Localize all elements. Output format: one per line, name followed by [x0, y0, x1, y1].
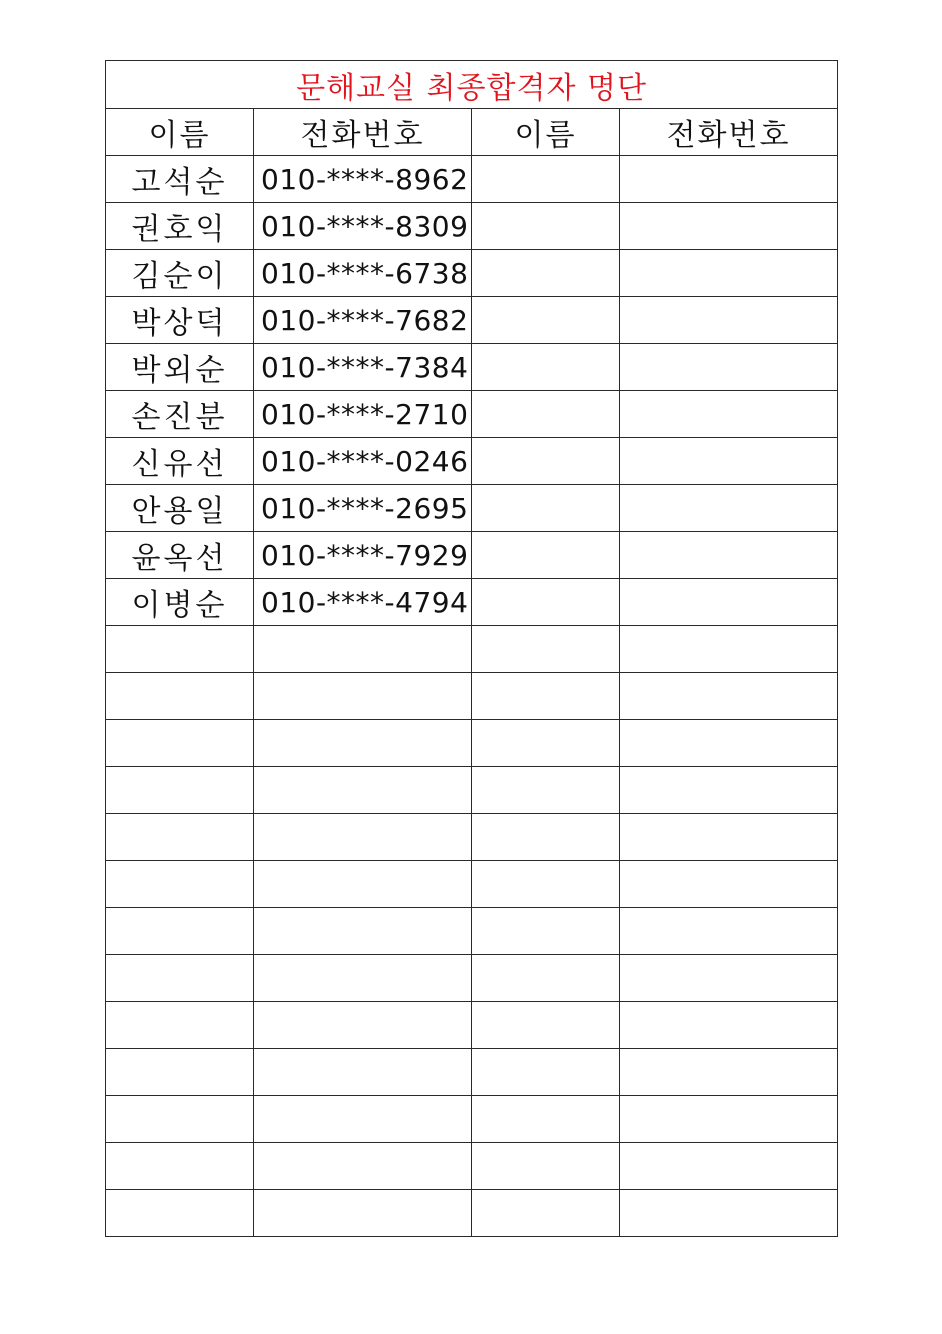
phone-cell — [254, 1002, 472, 1049]
name-cell — [106, 908, 254, 955]
column-header-phone-2: 전화번호 — [620, 109, 838, 156]
table-row — [106, 438, 838, 485]
name-cell — [106, 1143, 254, 1190]
phone-cell-2 — [620, 532, 838, 579]
name-cell — [106, 767, 254, 814]
phone-cell: 010-****-4794 — [254, 579, 472, 626]
column-header-name-2: 이름 — [472, 109, 620, 156]
phone-cell — [254, 1096, 472, 1143]
name-cell-2 — [472, 391, 620, 438]
phone-cell-2 — [620, 767, 838, 814]
title-row — [106, 61, 838, 109]
roster-table — [105, 60, 838, 1237]
table-row — [106, 1096, 838, 1143]
name-cell: 박외순 — [106, 344, 254, 391]
name-cell-2 — [472, 1096, 620, 1143]
table-row — [106, 156, 838, 203]
phone-cell-2 — [620, 297, 838, 344]
phone-cell: 010-****-7929 — [254, 532, 472, 579]
table-row — [106, 344, 838, 391]
phone-cell-2 — [620, 1143, 838, 1190]
phone-cell: 010-****-7682 — [254, 297, 472, 344]
name-cell-2 — [472, 485, 620, 532]
name-cell: 신유선 — [106, 438, 254, 485]
name-cell-2 — [472, 532, 620, 579]
name-cell-2 — [472, 438, 620, 485]
name-cell-2 — [472, 1002, 620, 1049]
name-cell-2 — [472, 344, 620, 391]
phone-cell-2 — [620, 344, 838, 391]
phone-cell-2 — [620, 438, 838, 485]
table-row — [106, 673, 838, 720]
phone-cell: 010-****-0246 — [254, 438, 472, 485]
phone-cell-2 — [620, 1002, 838, 1049]
phone-cell-2 — [620, 955, 838, 1002]
phone-cell-2 — [620, 1049, 838, 1096]
name-cell-2 — [472, 297, 620, 344]
phone-cell: 010-****-2695 — [254, 485, 472, 532]
header-row — [106, 109, 838, 156]
table-row — [106, 485, 838, 532]
column-header-phone: 전화번호 — [254, 109, 472, 156]
name-cell: 손진분 — [106, 391, 254, 438]
phone-cell — [254, 767, 472, 814]
name-cell-2 — [472, 1190, 620, 1237]
name-cell-2 — [472, 1143, 620, 1190]
document-title: 문해교실 최종합격자 명단 — [106, 61, 838, 109]
name-cell — [106, 955, 254, 1002]
name-cell — [106, 1096, 254, 1143]
name-cell — [106, 861, 254, 908]
phone-cell — [254, 1190, 472, 1237]
name-cell: 안용일 — [106, 485, 254, 532]
phone-cell — [254, 626, 472, 673]
phone-cell — [254, 673, 472, 720]
table-row — [106, 391, 838, 438]
name-cell-2 — [472, 156, 620, 203]
name-cell: 윤옥선 — [106, 532, 254, 579]
phone-cell — [254, 908, 472, 955]
table-row — [106, 720, 838, 767]
table-row — [106, 250, 838, 297]
name-cell — [106, 1002, 254, 1049]
phone-cell-2 — [620, 203, 838, 250]
table-row — [106, 767, 838, 814]
name-cell-2 — [472, 1049, 620, 1096]
table-row — [106, 1049, 838, 1096]
name-cell-2 — [472, 579, 620, 626]
table-row — [106, 532, 838, 579]
phone-cell: 010-****-7384 — [254, 344, 472, 391]
name-cell: 김순이 — [106, 250, 254, 297]
name-cell-2 — [472, 955, 620, 1002]
name-cell — [106, 673, 254, 720]
table-row — [106, 908, 838, 955]
table-row — [106, 1002, 838, 1049]
roster-body — [106, 156, 838, 1237]
phone-cell: 010-****-6738 — [254, 250, 472, 297]
phone-cell — [254, 814, 472, 861]
phone-cell: 010-****-2710 — [254, 391, 472, 438]
phone-cell — [254, 1049, 472, 1096]
phone-cell — [254, 1143, 472, 1190]
name-cell: 권호익 — [106, 203, 254, 250]
name-cell-2 — [472, 814, 620, 861]
name-cell: 박상덕 — [106, 297, 254, 344]
phone-cell: 010-****-8309 — [254, 203, 472, 250]
name-cell — [106, 1049, 254, 1096]
table-row — [106, 1190, 838, 1237]
phone-cell-2 — [620, 250, 838, 297]
phone-cell-2 — [620, 1096, 838, 1143]
name-cell-2 — [472, 673, 620, 720]
phone-cell — [254, 955, 472, 1002]
name-cell — [106, 720, 254, 767]
phone-cell-2 — [620, 156, 838, 203]
phone-cell — [254, 720, 472, 767]
phone-cell-2 — [620, 861, 838, 908]
table-row — [106, 814, 838, 861]
phone-cell-2 — [620, 1190, 838, 1237]
table-row — [106, 297, 838, 344]
table-row — [106, 626, 838, 673]
phone-cell-2 — [620, 391, 838, 438]
phone-cell-2 — [620, 485, 838, 532]
phone-cell-2 — [620, 673, 838, 720]
phone-cell-2 — [620, 908, 838, 955]
name-cell-2 — [472, 720, 620, 767]
name-cell-2 — [472, 767, 620, 814]
name-cell — [106, 1190, 254, 1237]
name-cell: 이병순 — [106, 579, 254, 626]
name-cell-2 — [472, 626, 620, 673]
table-row — [106, 203, 838, 250]
phone-cell-2 — [620, 720, 838, 767]
phone-cell-2 — [620, 814, 838, 861]
phone-cell-2 — [620, 579, 838, 626]
table-row — [106, 861, 838, 908]
phone-cell-2 — [620, 626, 838, 673]
table-row — [106, 955, 838, 1002]
phone-cell: 010-****-8962 — [254, 156, 472, 203]
name-cell-2 — [472, 861, 620, 908]
name-cell-2 — [472, 908, 620, 955]
name-cell: 고석순 — [106, 156, 254, 203]
column-header-name: 이름 — [106, 109, 254, 156]
name-cell — [106, 814, 254, 861]
phone-cell — [254, 861, 472, 908]
table-row — [106, 579, 838, 626]
name-cell-2 — [472, 250, 620, 297]
name-cell-2 — [472, 203, 620, 250]
table-row — [106, 1143, 838, 1190]
name-cell — [106, 626, 254, 673]
